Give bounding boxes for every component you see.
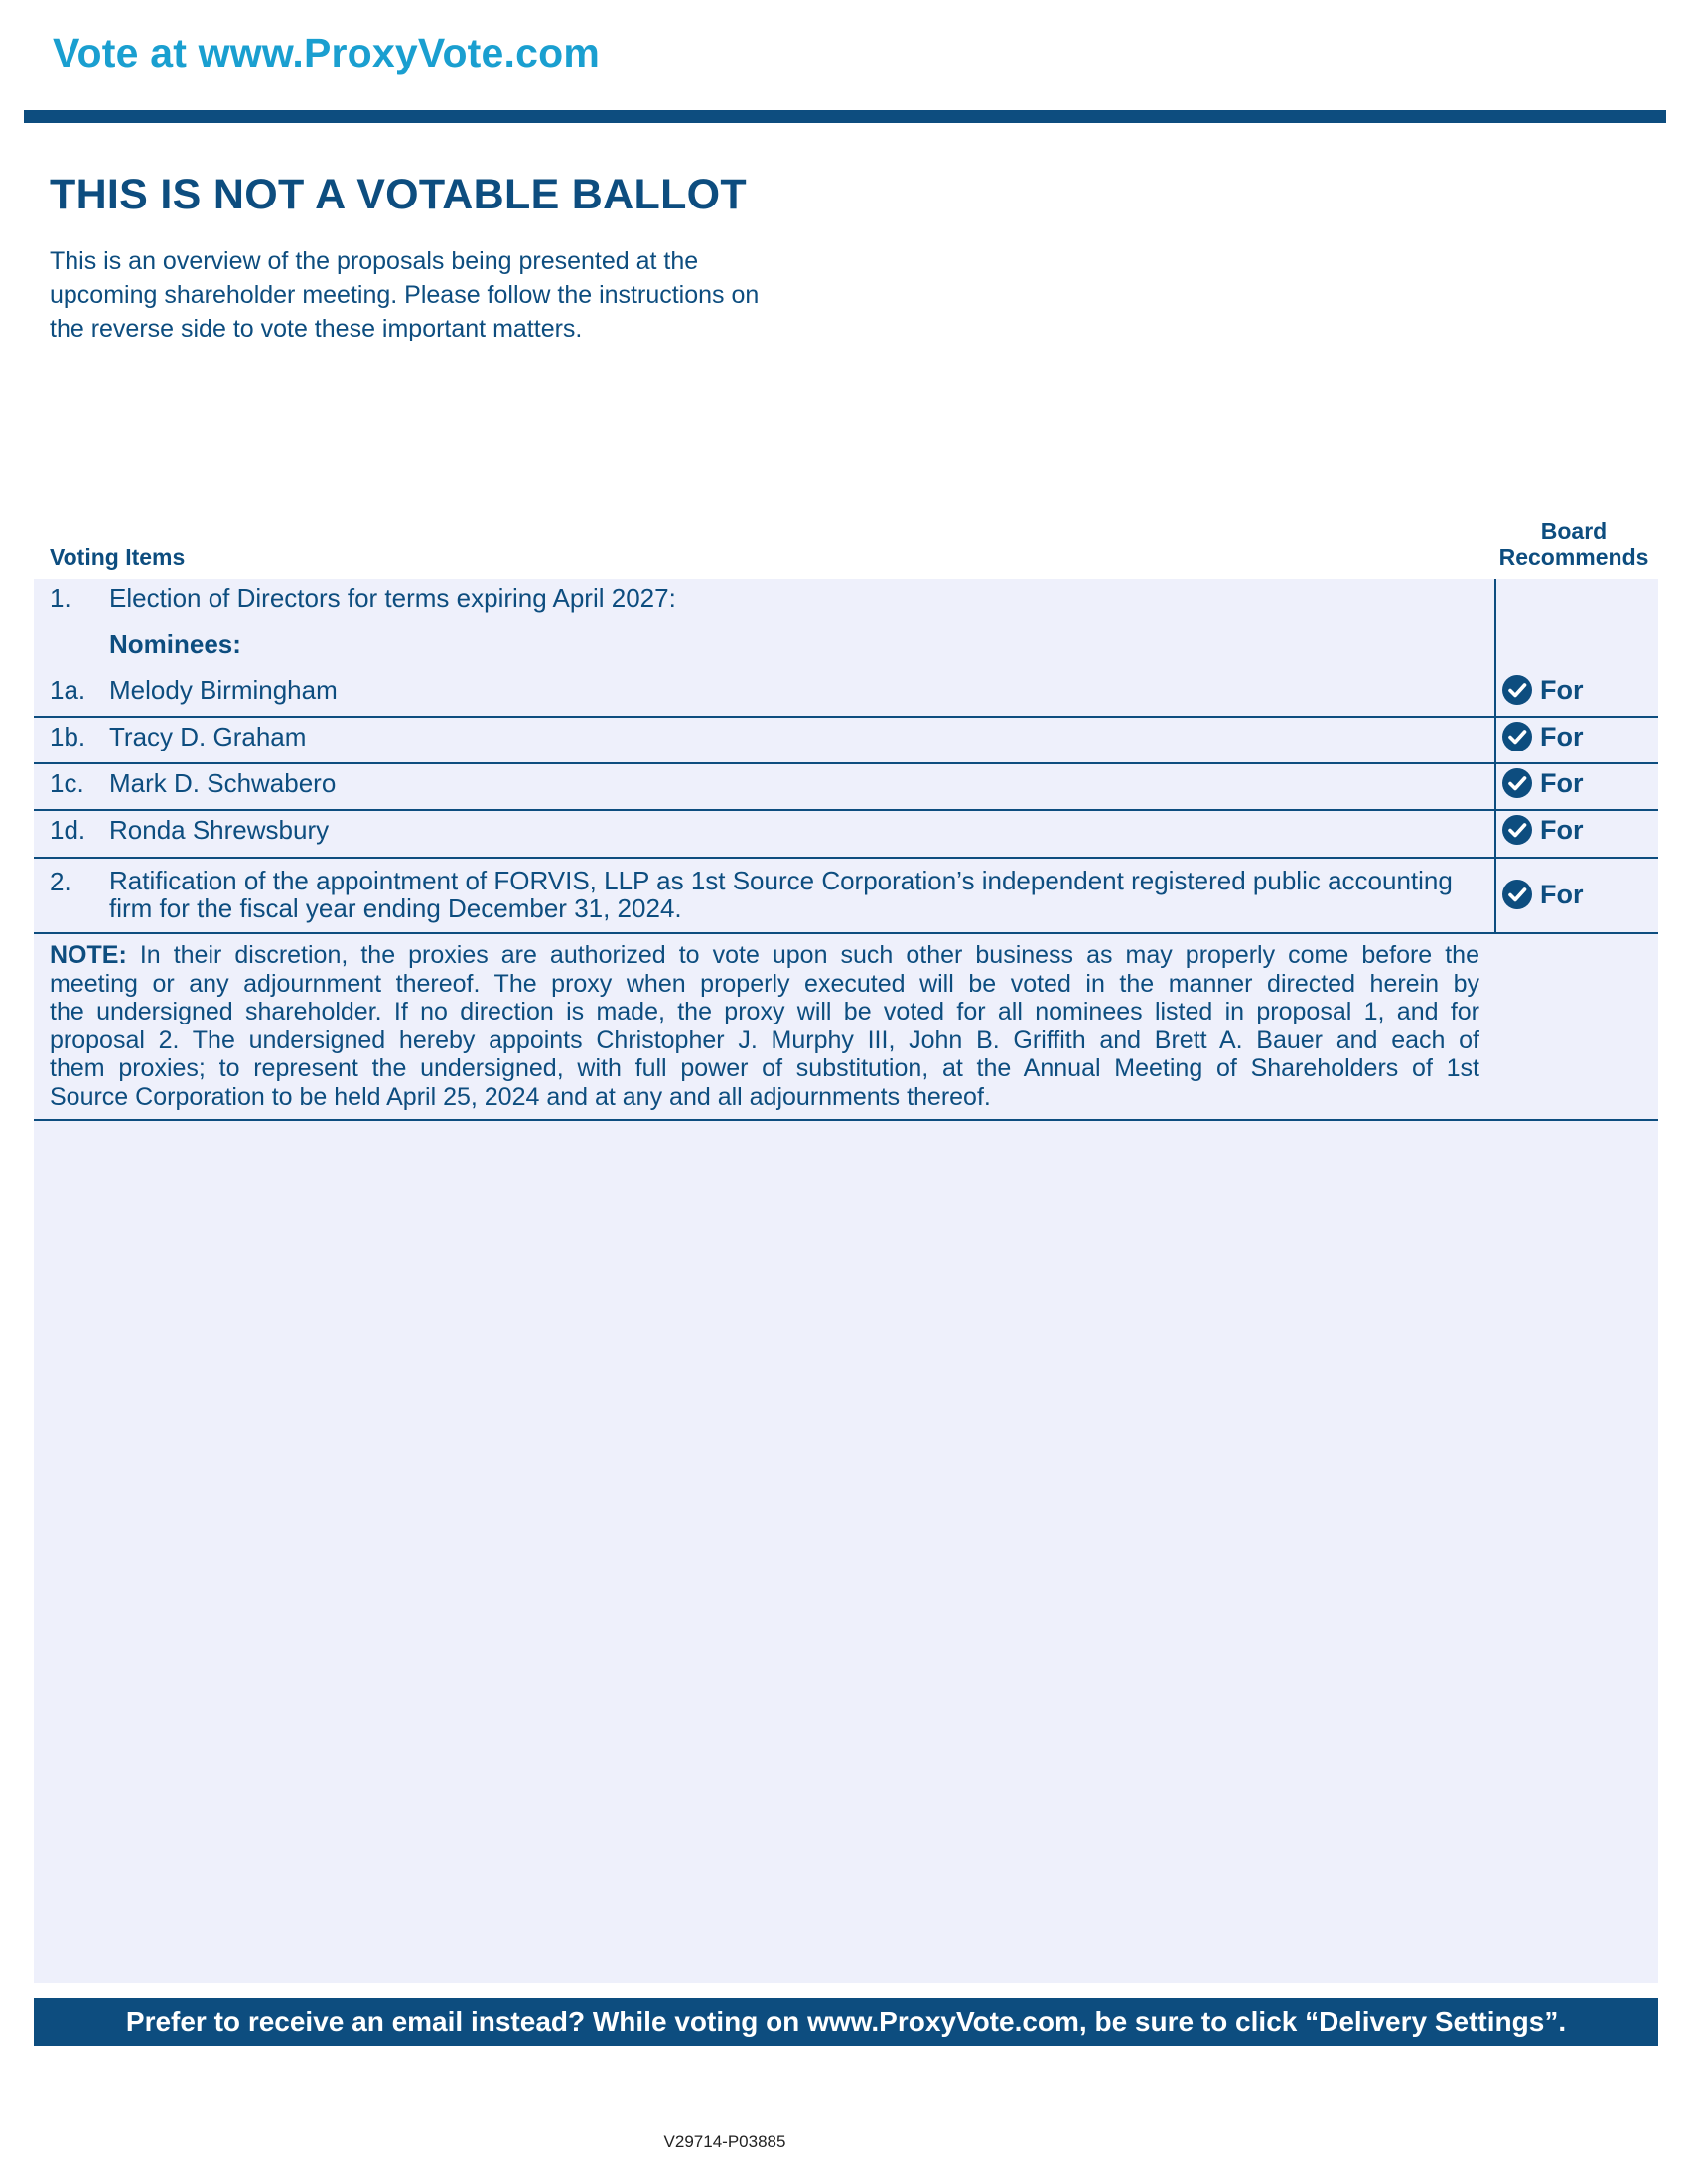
nominee-name: Ronda Shrewsbury xyxy=(109,815,330,845)
intro-line: upcoming shareholder meeting. Please follow the instructions on xyxy=(50,281,760,309)
recommendation-label: For xyxy=(1540,879,1584,909)
job-code: V29714-P03885 xyxy=(663,2132,786,2151)
note-line: Source Corporation to be held April 25, 2024 and at any and all adjournments thereof. xyxy=(50,1082,991,1111)
intro-line: This is an overview of the proposals being presented at the xyxy=(50,247,699,275)
note-line: meeting or any adjournment thereof. The proxy when properly executed will be voted in the manner directed herein by xyxy=(50,969,1479,998)
proposal-1-text: Election of Directors for terms expiring April 2027: xyxy=(109,583,676,613)
recommend-column-divider xyxy=(1494,579,1496,934)
row-divider xyxy=(34,716,1658,718)
recommendation xyxy=(1501,767,1584,799)
email-delivery-banner: Prefer to receive an email instead? While voting on www.ProxyVote.com, be sure to click “Delivery Settings”. xyxy=(34,1998,1658,2046)
row-divider xyxy=(34,857,1658,859)
proposal-2-text xyxy=(109,867,1484,922)
check-circle-icon xyxy=(1501,814,1533,846)
nominees-label: Nominees: xyxy=(109,629,241,659)
row-divider xyxy=(34,932,1658,934)
recommendation-label: For xyxy=(1540,674,1584,705)
board-header-line: Recommends xyxy=(1498,544,1649,570)
nominee-number: 1b. xyxy=(50,722,86,751)
nominee-name: Melody Birmingham xyxy=(109,675,338,705)
recommendation-label: For xyxy=(1540,721,1584,751)
recommendation xyxy=(1501,879,1584,910)
note-text: In their discretion, the proxies are authorized to vote upon such other business as may properly come before the xyxy=(126,941,1479,969)
note-line: the undersigned shareholder. If no direction is made, the proxy will be voted for all nominees listed in proposal 1, and for xyxy=(50,998,1479,1025)
check-circle-icon xyxy=(1501,674,1533,706)
board-header-line: Board xyxy=(1540,518,1608,544)
recommendation xyxy=(1501,674,1584,706)
intro-paragraph xyxy=(50,244,844,345)
intro-line: the reverse side to vote these important matters. xyxy=(50,315,583,342)
row-divider xyxy=(34,809,1658,811)
note-line xyxy=(50,941,1479,970)
check-circle-icon xyxy=(1501,879,1533,910)
check-circle-icon xyxy=(1501,721,1533,752)
row-divider xyxy=(34,762,1658,764)
note-divider xyxy=(34,1119,1658,1121)
nominee-number: 1a. xyxy=(50,675,86,705)
proposal-2-line: Ratification of the appointment of FORVIS, LLP as 1st Source Corporation’s independent registered public accounting xyxy=(109,866,1453,895)
header-divider xyxy=(24,110,1666,123)
note-line: proposal 2. The undersigned hereby appoints Christopher J. Murphy III, John B. Griffith and Brett A. Bauer and each of xyxy=(50,1025,1479,1054)
page-title: THIS IS NOT A VOTABLE BALLOT xyxy=(50,171,747,218)
nominee-name: Mark D. Schwabero xyxy=(109,768,337,798)
proposal-1-number: 1. xyxy=(50,583,71,613)
check-circle-icon xyxy=(1501,767,1533,799)
recommendation-label: For xyxy=(1540,814,1584,845)
recommendation xyxy=(1501,721,1584,752)
voting-items-header: Voting Items xyxy=(50,544,186,570)
vote-link[interactable]: Vote at www.ProxyVote.com xyxy=(53,30,601,75)
note-line: them proxies; to represent the undersigned, with full power of substitution, at the Annual Meeting of Shareholders of 1st xyxy=(50,1054,1479,1082)
proposal-2-line: firm for the fiscal year ending December 31, 2024. xyxy=(109,893,682,923)
note-paragraph xyxy=(50,941,1479,1111)
nominee-number: 1d. xyxy=(50,815,86,845)
proposal-2-number: 2. xyxy=(50,867,71,896)
note-label: NOTE: xyxy=(50,941,127,969)
nominee-number: 1c. xyxy=(50,768,84,798)
recommendation xyxy=(1501,814,1584,846)
board-recommends-header xyxy=(1489,518,1658,570)
recommendation-label: For xyxy=(1540,767,1584,798)
nominee-name: Tracy D. Graham xyxy=(109,722,307,751)
